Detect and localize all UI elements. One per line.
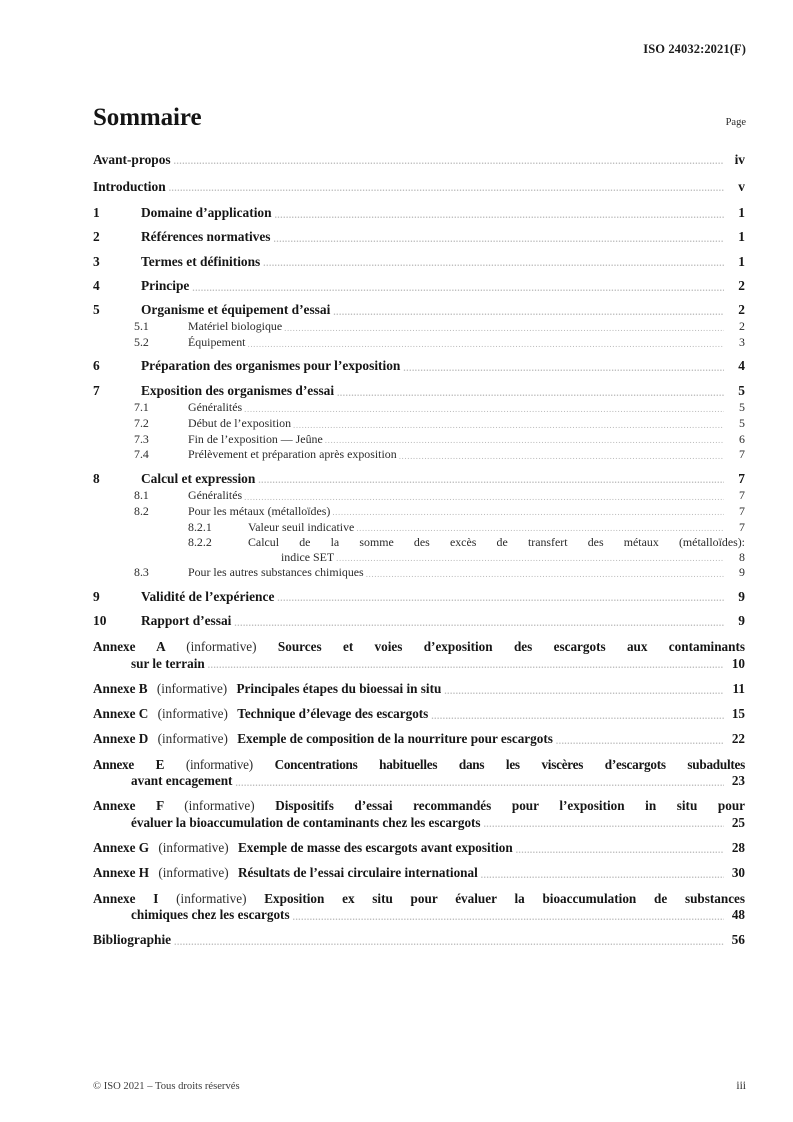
- leader-dots: [484, 817, 724, 830]
- annex-title-text: avant encagement: [131, 773, 233, 789]
- toc-entry-clause-7-3[interactable]: [93, 432, 745, 446]
- leader-dots: [332, 506, 724, 518]
- toc-entry-clause-7-4[interactable]: [93, 447, 745, 461]
- toc-entry-number: 8.2.1: [188, 519, 212, 534]
- annex-title-text: chimiques chez les escargots: [131, 906, 290, 922]
- toc-entry-label: Validité de l’expérience: [141, 588, 275, 604]
- annex-title-text: Exemple de composition de la nourriture pour escargots: [237, 731, 553, 747]
- toc-entry-page: 48: [731, 906, 745, 922]
- annex-kind: (informative): [186, 639, 257, 655]
- leader-dots: [333, 304, 724, 317]
- leader-dots: [247, 338, 724, 350]
- leader-dots: [235, 775, 724, 788]
- toc-entry-clause-7[interactable]: [93, 383, 745, 398]
- toc-entry-label: Matériel biologique: [188, 319, 283, 334]
- toc-entry-number: 1: [93, 205, 100, 220]
- annex-kind: (informative): [157, 706, 228, 722]
- toc-entry-label-line2: [131, 773, 745, 788]
- toc-entry-clause-8-2-1[interactable]: [93, 520, 745, 534]
- annex-kind: (informative): [156, 680, 228, 696]
- toc-entry-label-text: indice SET: [281, 549, 335, 564]
- annex-kind: (informative): [185, 756, 253, 772]
- toc-entry-label: Termes et définitions: [141, 253, 261, 269]
- leader-dots: [356, 522, 724, 534]
- toc-entry-clause-10[interactable]: [93, 613, 745, 628]
- annex-prefix: Annexe H: [93, 865, 150, 881]
- toc-entry-number: 3: [93, 253, 100, 269]
- toc-entry-page: v: [738, 178, 745, 194]
- leader-dots: [516, 842, 724, 855]
- toc-entry-annex-a[interactable]: [93, 639, 745, 671]
- toc-title-row: [93, 104, 746, 132]
- toc-entry-number: 4: [93, 277, 100, 293]
- toc-entry-label-text: Calcul de la somme des excès de transfert des métaux (métalloïdes):: [248, 535, 745, 550]
- toc-entry-number: 5.2: [134, 335, 149, 350]
- annex-title-text: Principales étapes du bioessai in situ: [236, 680, 442, 696]
- annex-title-text: sur le terrain: [131, 655, 205, 671]
- toc-entry-label-line2: [281, 550, 745, 564]
- toc-entry-label-line1: [93, 891, 745, 906]
- toc-entry-number: 6: [93, 358, 100, 374]
- toc-entry-number: 7.1: [134, 400, 149, 415]
- toc-entry-clause-8-2-2[interactable]: [93, 535, 745, 564]
- toc-entry-label: Équipement: [188, 335, 246, 350]
- toc-entry-label: Avant-propos: [93, 152, 171, 167]
- toc-entry-page: 15: [731, 706, 745, 722]
- toc-entry-avant-propos[interactable]: [93, 152, 745, 167]
- toc-entry-label-line1: [93, 798, 745, 813]
- toc-entry-page: 2: [738, 277, 745, 293]
- toc-entry-page: 1: [738, 205, 745, 220]
- toc-entry-page: 2: [738, 302, 745, 318]
- leader-dots: [244, 402, 724, 414]
- leader-dots: [556, 734, 724, 747]
- toc-entry-clause-7-1[interactable]: [93, 400, 745, 414]
- toc-entry-number: 5.1: [134, 319, 149, 334]
- toc-entry-page: 25: [731, 814, 745, 830]
- toc-entry-page: 28: [731, 840, 745, 855]
- leader-dots: [399, 450, 724, 462]
- toc-entry-annex-d[interactable]: [93, 731, 745, 746]
- toc-entry-annex-b[interactable]: [93, 681, 745, 696]
- toc-entry-page: 7: [739, 503, 745, 518]
- annex-title-text: Sources et voies d’exposition des escargots aux contaminants: [277, 639, 746, 655]
- toc-entry-clause-5[interactable]: [93, 302, 745, 317]
- toc-entry-label-line2: [131, 907, 745, 922]
- toc-entry-clause-1[interactable]: [93, 205, 745, 220]
- toc-entry-page: 7: [739, 519, 745, 534]
- toc-entry-number: 7.3: [134, 431, 149, 446]
- toc-entry-annex-c[interactable]: [93, 706, 745, 721]
- toc-entry-page: 30: [731, 865, 745, 881]
- page-folio: iii: [736, 1080, 746, 1092]
- toc-entry-clause-5-1[interactable]: [93, 319, 745, 333]
- toc-entry-label: Bibliographie: [93, 932, 172, 948]
- leader-dots: [258, 473, 724, 486]
- toc-entry-page: 9: [738, 612, 745, 628]
- toc-entry-clause-4[interactable]: [93, 278, 745, 293]
- toc-entry-number: 8.2.2: [188, 535, 212, 550]
- annex-kind: (informative): [184, 798, 255, 814]
- toc-entry-annex-i[interactable]: [93, 891, 745, 923]
- toc-entry-label: Calcul et expression: [141, 470, 256, 486]
- toc-entry-number: 7: [93, 382, 100, 398]
- toc-entry-page: 3: [739, 335, 745, 350]
- annex-kind: (informative): [176, 890, 247, 906]
- page-footer: [93, 1080, 746, 1092]
- toc-entry-label: Pour les métaux (métalloïdes): [188, 503, 331, 518]
- toc-entry-introduction[interactable]: [93, 179, 745, 194]
- toc-entry-page: 1: [738, 253, 745, 269]
- toc-entry-label: Début de l’exposition: [188, 415, 292, 430]
- toc-entry-label-line1: [93, 757, 745, 772]
- toc-entry-number: 10: [93, 612, 107, 628]
- toc-entry-label-line2: [131, 656, 745, 671]
- leader-dots: [208, 658, 724, 671]
- leader-dots: [403, 360, 724, 373]
- toc-entry-label: Préparation des organismes pour l’exposition: [141, 358, 401, 374]
- leader-dots: [174, 934, 724, 947]
- leader-dots: [293, 418, 724, 430]
- toc-entry-annex-f[interactable]: [93, 798, 745, 830]
- annex-title-text: Concentrations habituelles dans les viscères d’escargots subadultes: [274, 756, 746, 772]
- leader-dots: [366, 568, 724, 580]
- toc-entry-page: 7: [739, 487, 745, 502]
- leader-dots: [275, 207, 724, 220]
- leader-dots: [325, 434, 724, 446]
- annex-title-text: Technique d’élevage des escargots: [237, 706, 429, 722]
- page-column-header: Page: [725, 117, 746, 128]
- leader-dots: [169, 180, 724, 193]
- toc-entry-annex-h[interactable]: [93, 865, 745, 880]
- annex-title-text: évaluer la bioaccumulation de contaminants chez les escargots: [131, 814, 481, 830]
- toc-entry-label: Références normatives: [141, 229, 271, 245]
- leader-dots: [481, 867, 724, 880]
- leader-dots: [244, 490, 724, 502]
- annex-kind: (informative): [158, 865, 229, 881]
- toc-entry-clause-8-1[interactable]: [93, 488, 745, 502]
- toc-entry-label: Généralités: [188, 487, 243, 502]
- toc-entry-clause-6[interactable]: [93, 358, 745, 373]
- toc-entry-label: Pour les autres substances chimiques: [188, 565, 364, 580]
- table-of-contents: [93, 152, 745, 947]
- document-reference-header: ISO 24032:2021(F): [643, 42, 746, 56]
- toc-entry-page: 7: [739, 447, 745, 462]
- toc-entry-number: 5: [93, 302, 100, 318]
- leader-dots: [263, 255, 724, 268]
- annex-title-text: Exemple de masse des escargots avant exposition: [237, 840, 513, 855]
- leader-dots: [337, 385, 724, 398]
- toc-entry-page: 23: [731, 773, 745, 789]
- leader-dots: [274, 231, 724, 244]
- toc-entry-clause-8-3[interactable]: [93, 565, 745, 579]
- toc-entry-bibliographie[interactable]: [93, 932, 745, 947]
- toc-entry-clause-8[interactable]: [93, 471, 745, 486]
- annex-prefix: Annexe G: [93, 840, 150, 855]
- toc-entry-number: 7.2: [134, 415, 149, 430]
- annex-kind: (informative): [157, 731, 228, 747]
- annex-prefix: Annexe D: [93, 731, 149, 747]
- toc-entry-page: 8: [739, 549, 745, 564]
- toc-entry-number: 8.1: [134, 487, 149, 502]
- annex-prefix: Annexe I: [93, 890, 159, 906]
- toc-entry-page: 7: [738, 470, 745, 486]
- leader-dots: [444, 683, 724, 696]
- toc-entry-page: 5: [739, 400, 745, 415]
- leader-dots: [277, 591, 724, 604]
- toc-entry-clause-8-2[interactable]: [93, 504, 745, 518]
- toc-entry-label: Exposition des organismes d’essai: [141, 382, 335, 398]
- toc-entry-page: 11: [732, 680, 745, 696]
- toc-entry-clause-3[interactable]: [93, 254, 745, 269]
- toc-entry-label: Introduction: [93, 178, 166, 194]
- leader-dots: [234, 615, 724, 628]
- toc-entry-number: 7.4: [134, 447, 149, 462]
- toc-entry-label-line1: [188, 535, 745, 550]
- toc-entry-page: 10: [731, 655, 745, 671]
- leader-dots: [336, 552, 724, 564]
- annex-kind: (informative): [158, 840, 229, 855]
- toc-entry-clause-7-2[interactable]: [93, 416, 745, 430]
- toc-entry-label-line2: [131, 815, 745, 830]
- toc-entry-label: Prélèvement et préparation après exposition: [188, 447, 397, 462]
- toc-entry-label: Organisme et équipement d’essai: [141, 302, 331, 318]
- annex-prefix: Annexe B: [93, 680, 148, 696]
- annex-prefix: Annexe F: [93, 798, 164, 814]
- toc-entry-clause-9[interactable]: [93, 589, 745, 604]
- toc-entry-number: 8.3: [134, 565, 149, 580]
- toc-entry-page: 6: [739, 431, 745, 446]
- toc-entry-clause-5-2[interactable]: [93, 335, 745, 349]
- leader-dots: [284, 322, 724, 334]
- toc-entry-page: iv: [734, 152, 745, 167]
- toc-entry-label: Principe: [141, 277, 190, 293]
- toc-entry-page: 9: [738, 588, 745, 604]
- toc-entry-label-line1: [93, 639, 745, 654]
- annex-prefix: Annexe E: [93, 756, 165, 772]
- toc-entry-page: 4: [738, 358, 745, 374]
- toc-entry-number: 9: [93, 588, 100, 604]
- annex-prefix: Annexe A: [93, 639, 165, 655]
- annex-title-text: Exposition ex situ pour évaluer la bioaccumulation de substances: [264, 890, 746, 906]
- toc-entry-label: Valeur seuil indicative: [248, 519, 355, 534]
- toc-entry-annex-g[interactable]: [93, 840, 745, 855]
- toc-entry-number: 2: [93, 229, 100, 245]
- toc-entry-page: 5: [738, 382, 745, 398]
- toc-entry-page: 56: [731, 932, 745, 948]
- toc-entry-page: 1: [738, 229, 745, 245]
- toc-entry-number: 8: [93, 470, 100, 486]
- leader-dots: [192, 280, 724, 293]
- annex-title-text: Dispositifs d’essai recommandés pour l’exposition in situ pour: [275, 798, 746, 814]
- leader-dots: [431, 708, 724, 721]
- toc-entry-number: 8.2: [134, 503, 149, 518]
- page-title: Sommaire: [93, 104, 202, 131]
- toc-entry-page: 5: [739, 415, 745, 430]
- toc-entry-label: Généralités: [188, 400, 243, 415]
- toc-entry-label: Domaine d’application: [141, 205, 272, 220]
- toc-entry-page: 9: [739, 565, 745, 580]
- annex-prefix: Annexe C: [93, 706, 149, 722]
- annex-title-text: Résultats de l’essai circulaire international: [237, 865, 478, 881]
- toc-entry-page: 22: [731, 731, 745, 747]
- toc-entry-page: 2: [739, 319, 745, 334]
- leader-dots: [293, 909, 724, 922]
- leader-dots: [174, 154, 724, 167]
- toc-entry-label: Fin de l’exposition — Jeûne: [188, 431, 323, 446]
- copyright-notice: © ISO 2021 – Tous droits réservés: [93, 1081, 240, 1092]
- toc-entry-clause-2[interactable]: [93, 229, 745, 244]
- toc-entry-annex-e[interactable]: [93, 757, 745, 789]
- toc-entry-label: Rapport d’essai: [141, 612, 232, 628]
